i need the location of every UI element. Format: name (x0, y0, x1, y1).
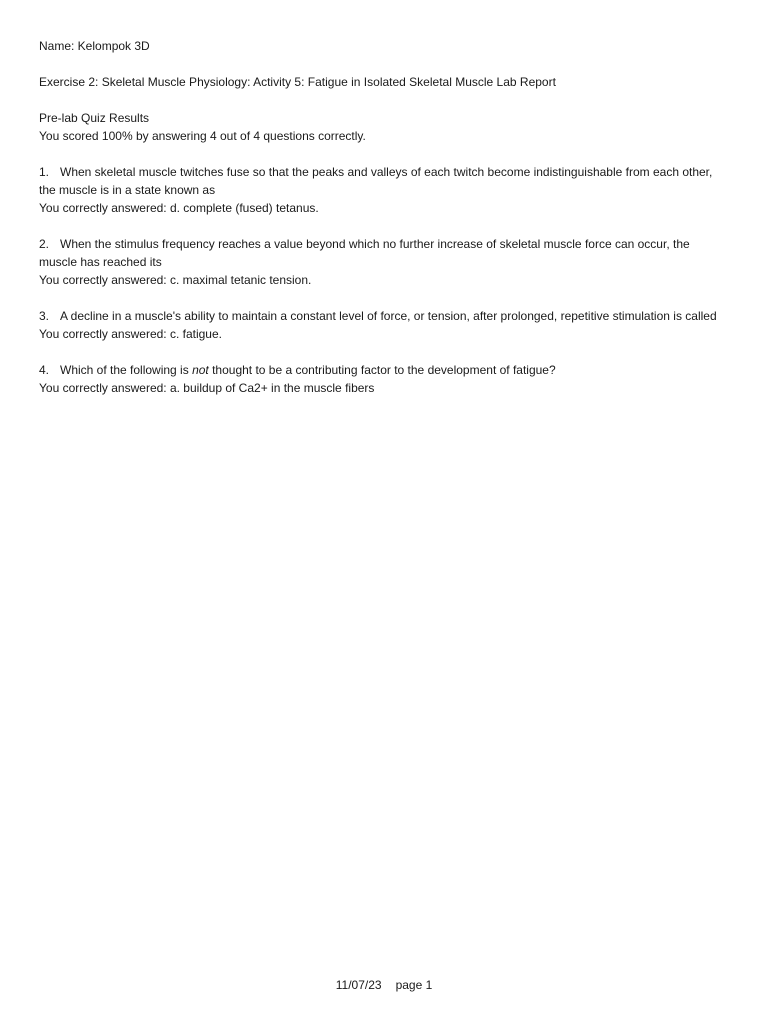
score-summary: You scored 100% by answering 4 out of 4 questions correctly. (39, 129, 366, 143)
report-page (39, 37, 729, 397)
report-title: Exercise 2: Skeletal Muscle Physiology: Activity 5: Fatigue in Isolated Skeletal Muscle Lab Report (39, 75, 556, 89)
question-1 (39, 163, 729, 217)
question-prompt: When the stimulus frequency reaches a value beyond which no further increase of skeletal muscle force can occur, the muscle has reached its (39, 237, 690, 269)
footer-date: 11/07/23 (335, 978, 382, 992)
question-answer: You correctly answered: c. fatigue. (39, 327, 222, 341)
question-answer: You correctly answered: c. maximal tetanic tension. (39, 273, 312, 287)
question-text (39, 361, 729, 379)
student-name: Name: Kelompok 3D (39, 39, 150, 53)
question-text (39, 163, 729, 199)
question-2 (39, 235, 729, 289)
page-number: page 1 (395, 978, 433, 992)
question-answer: You correctly answered: a. buildup of Ca2+ in the muscle fibers (39, 381, 375, 395)
question-prompt: A decline in a muscle's ability to maintain a constant level of force, or tension, after prolonged, repetitive stimulation is called (60, 309, 717, 323)
question-prompt-before: Which of the following is (60, 363, 193, 377)
question-prompt: When skeletal muscle twitches fuse so that the peaks and valleys of each twitch become indistinguishable from each other, the muscle is in a state known as (39, 165, 713, 197)
question-answer: You correctly answered: d. complete (fused) tetanus. (39, 201, 319, 215)
question-text (39, 307, 729, 325)
results-heading: Pre-lab Quiz Results (39, 111, 150, 125)
question-number: 1. (39, 165, 50, 179)
question-text (39, 235, 729, 271)
question-number: 2. (39, 237, 50, 251)
question-number: 3. (39, 309, 50, 323)
question-number: 4. (39, 363, 50, 377)
page-footer (0, 976, 768, 994)
question-3 (39, 307, 729, 343)
question-emphasis: not (192, 363, 209, 377)
question-prompt-after: thought to be a contributing factor to the development of fatigue? (208, 363, 556, 377)
question-4 (39, 361, 729, 397)
